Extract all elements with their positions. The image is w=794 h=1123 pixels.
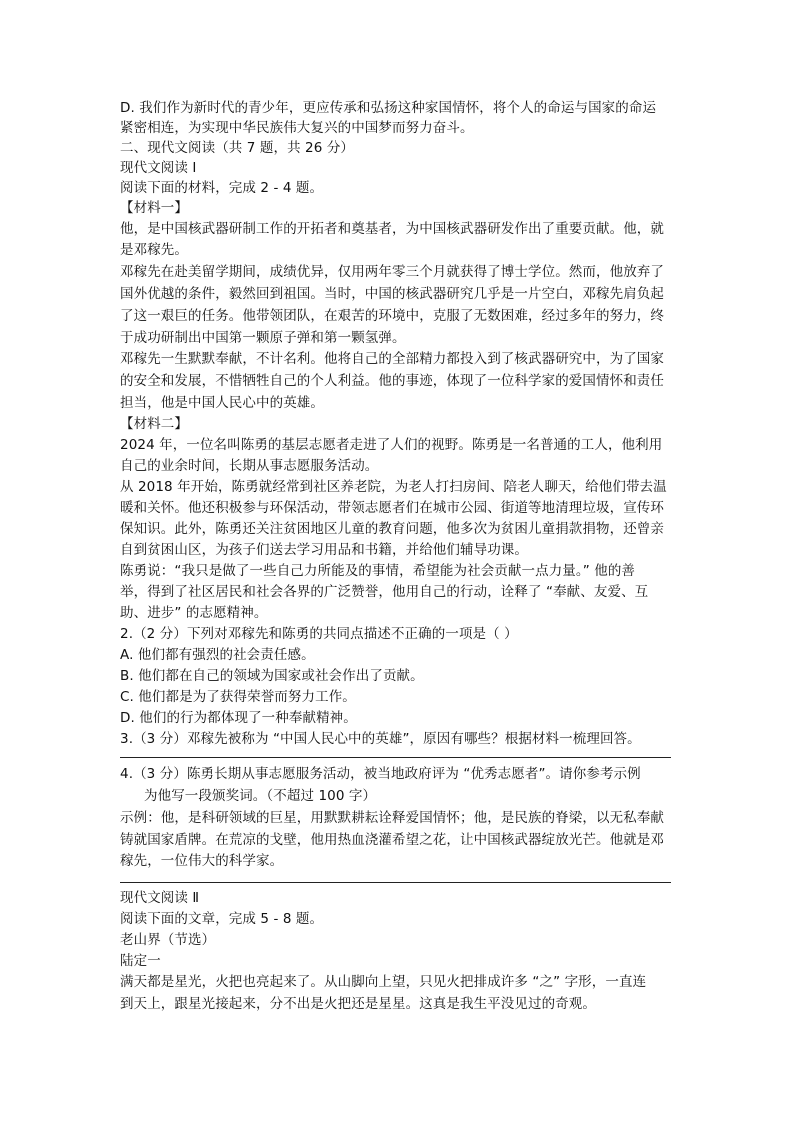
option-d-line-2: 紧密相连，为实现中华民族伟大复兴的中国梦而努力奋斗。 [120, 120, 474, 136]
material-2-line: 陈勇说：“我只是做了一些自己力所能及的事情，希望能为社会贡献一点力量。” 他的善 [120, 563, 636, 579]
material-1-line: 担当，他是中国人民心中的英雄。 [120, 395, 324, 411]
question-4-stem-cont: 为他写一段颁奖词。（不超过 100 字） [144, 788, 377, 804]
material-2-line: 2024 年，一位名叫陈勇的基层志愿者走进了人们的视野。陈勇是一名普通的工人，他利用 [120, 437, 663, 453]
material-1-line: 是邓稼先。 [120, 242, 188, 258]
example-line: 稼先，一位伟大的科学家。 [120, 853, 284, 869]
question-4-stem: 4.（3 分）陈勇长期从事志愿服务活动，被当地政府评为 “优秀志愿者”。请你参考示例 [120, 766, 641, 782]
material-1-line: 了这一艰巨的任务。他带领团队，在艰苦的环境中，克服了无数困难，经过多年的努力，终 [120, 308, 664, 324]
material-2-line: 暖和关怀。他还积极参与环保活动，带领志愿者们在城市公园、街道等地清理垃圾，宣传环 [120, 500, 664, 516]
material-1-line: 于成功研制出中国第一颗原子弹和第一颗氢弹。 [120, 330, 406, 346]
example-line: 示例：他，是科研领域的巨星，用默默耕耘诠释爱国情怀；他，是民族的脊梁，以无私奉献 [120, 810, 664, 826]
reading-2-title: 现代文阅读 Ⅱ [120, 890, 200, 906]
material-1-line: 的安全和发展，不惜牺牲自己的个人利益。他的事迹，体现了一位科学家的爱国情怀和责任 [120, 373, 664, 389]
material-1-line: 邓稼先一生默默奉献，不计名利。他将自己的全部精力都投入到了核武器研究中，为了国家 [120, 351, 664, 367]
answer-line [120, 757, 671, 758]
article-title: 老山界（节选） [120, 932, 216, 948]
option-d-line-1: D. 我们作为新时代的青少年，更应传承和弘扬这种家国情怀，将个人的命运与国家的命运 [120, 100, 657, 116]
material-2-line: 从 2018 年开始，陈勇就经常到社区养老院，为老人打扫房间、陪老人聊天，给他们带去温 [120, 479, 667, 495]
reading-1-title: 现代文阅读 Ⅰ [120, 160, 197, 176]
example-line: 铸就国家盾牌。在荒凉的戈壁，他用热血浇灌希望之花，让中国核武器绽放光芒。他就是邓 [120, 832, 664, 848]
question-2-option-c: C. 他们都是为了获得荣誉而努力工作。 [120, 689, 356, 705]
question-3-stem: 3.（3 分）邓稼先被称为 “中国人民心中的英雄”，原因有哪些？根据材料一梳理回答。 [120, 731, 641, 747]
material-2-line: 举，得到了社区居民和社会各界的广泛赞誉，他用自己的行动，诠释了 “奉献、友爱、互 [120, 584, 649, 600]
material-2-line: 自己的业余时间，长期从事志愿服务活动。 [120, 458, 379, 474]
section-heading: 二、现代文阅读（共 7 题，共 26 分） [120, 140, 355, 156]
material-2-line: 自到贫困山区，为孩子们送去学习用品和书籍，并给他们辅导功课。 [120, 542, 528, 558]
material-1-line: 国外优越的条件，毅然回到祖国。当时，中国的核武器研究几乎是一片空白，邓稼先肩负起 [120, 286, 664, 302]
question-2-stem: 2.（2 分）下列对邓稼先和陈勇的共同点描述不正确的一项是（ ） [120, 626, 518, 642]
article-line: 到天上，跟星光接起来，分不出是火把还是星星。这真是我生平没见过的奇观。 [120, 996, 596, 1012]
answer-line [120, 882, 671, 883]
reading-2-instruction: 阅读下面的文章，完成 5 - 8 题。 [120, 911, 324, 927]
material-1-line: 邓稼先在赴美留学期间，成绩优异，仅用两年零三个月就获得了博士学位。然而，他放弃了 [120, 264, 664, 280]
article-author: 陆定一 [120, 953, 161, 969]
question-2-option-a: A. 他们都有强烈的社会责任感。 [120, 647, 315, 663]
material-1-heading: 【材料一】 [120, 200, 188, 216]
question-2-option-b: B. 他们都在自己的领域为国家或社会作出了贡献。 [120, 668, 424, 684]
material-1-line: 他，是中国核武器研制工作的开拓者和奠基者，为中国核武器研发作出了重要贡献。他，就 [120, 221, 664, 237]
question-2-option-d: D. 他们的行为都体现了一种奉献精神。 [120, 710, 357, 726]
article-line: 满天都是星光，火把也亮起来了。从山脚向上望，只见火把排成许多 “之” 字形，一直连 [120, 974, 647, 990]
material-2-heading: 【材料二】 [120, 416, 188, 432]
reading-1-instruction: 阅读下面的材料，完成 2 - 4 题。 [120, 180, 324, 196]
material-2-line: 保知识。此外，陈勇还关注贫困地区儿童的教育问题，他多次为贫困儿童捐款捐物，还曾亲 [120, 521, 664, 537]
material-2-line: 助、进步” 的志愿精神。 [120, 605, 268, 621]
